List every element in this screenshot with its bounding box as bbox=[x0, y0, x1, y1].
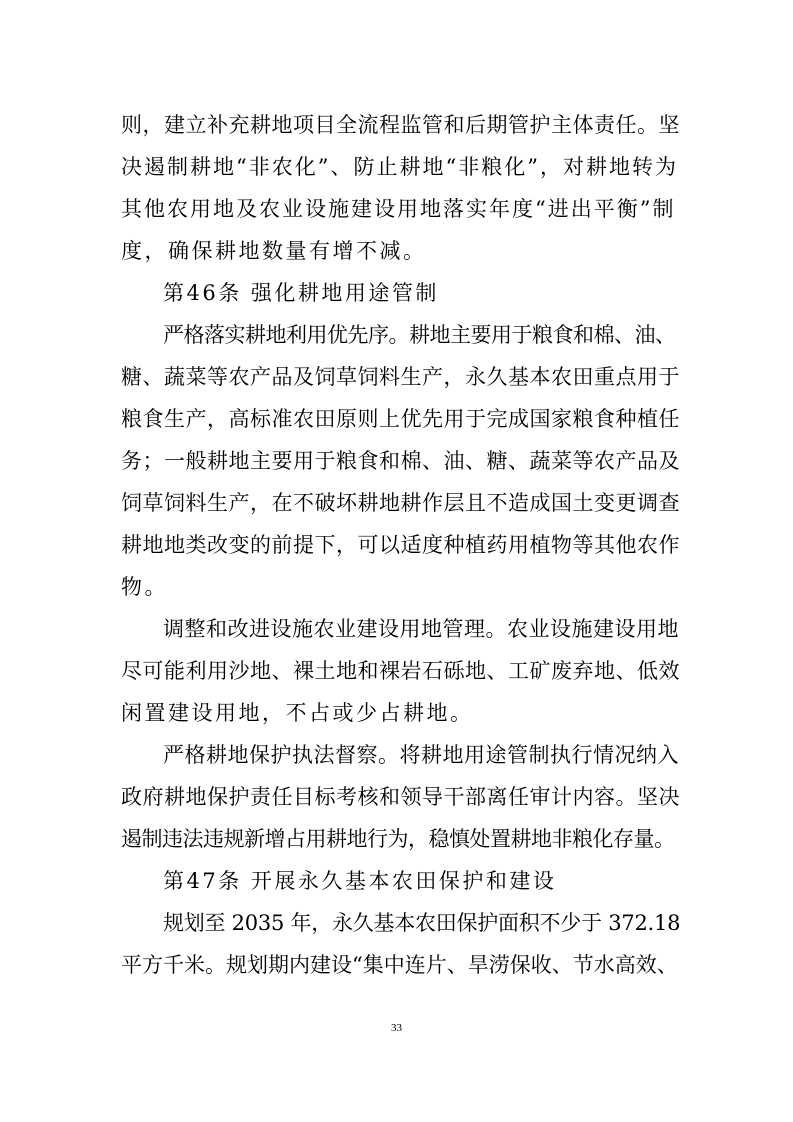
text-line: 严格耕地保护执法督察。将耕地用途管制执行情况纳入 bbox=[163, 743, 679, 767]
article-heading-46: 第46条 强化耕地用途管制 bbox=[163, 281, 439, 305]
text-line: 规划至 2035 年，永久基本农田保护面积不少于 372.18 bbox=[163, 911, 681, 935]
text-line: 饲草饲料生产，在不破坏耕地耕作层且不造成国土变更调查 bbox=[121, 491, 680, 515]
text-line: 度，确保耕地数量有增不减。 bbox=[121, 239, 427, 263]
text-line: 耕地地类改变的前提下，可以适度种植药用植物等其他农作 bbox=[121, 533, 680, 557]
text-line: 其他农用地及农业设施建设用地落实年度“进出平衡”制 bbox=[121, 197, 676, 221]
text-line: 尽可能利用沙地、裸土地和裸岩石砾地、工矿废弃地、低效 bbox=[121, 659, 680, 683]
text-line: 粮食生产，高标准农田原则上优先用于完成国家粮食种植任 bbox=[121, 407, 680, 431]
text-line: 平方千米。规划期内建设“集中连片、旱涝保收、节水高效、 bbox=[121, 953, 678, 977]
text-line: 决遏制耕地“非农化”、防止耕地“非粮化”，对耕地转为 bbox=[121, 155, 678, 179]
text-line: 政府耕地保护责任目标考核和领导干部离任审计内容。坚决 bbox=[121, 785, 680, 809]
text-line: 则，建立补充耕地项目全流程监管和后期管护主体责任。坚 bbox=[121, 113, 680, 137]
text-line: 糖、蔬菜等农产品及饲草饲料生产，永久基本农田重点用于 bbox=[121, 365, 680, 389]
page-number: 33 bbox=[391, 1022, 402, 1034]
article-heading-47: 第47条 开展永久基本农田保护和建设 bbox=[163, 869, 557, 893]
text-line: 物。 bbox=[121, 575, 168, 599]
text-line: 遏制违法违规新增占用耕地行为，稳慎处置耕地非粮化存量。 bbox=[121, 827, 675, 851]
text-line: 调整和改进设施农业建设用地管理。农业设施建设用地 bbox=[163, 617, 679, 641]
text-line: 严格落实耕地利用优先序。耕地主要用于粮食和棉、油、 bbox=[163, 323, 676, 347]
text-line: 务；一般耕地主要用于粮食和棉、油、糖、蔬菜等农产品及 bbox=[121, 449, 680, 473]
text-line: 闲置建设用地，不占或少占耕地。 bbox=[121, 701, 474, 725]
